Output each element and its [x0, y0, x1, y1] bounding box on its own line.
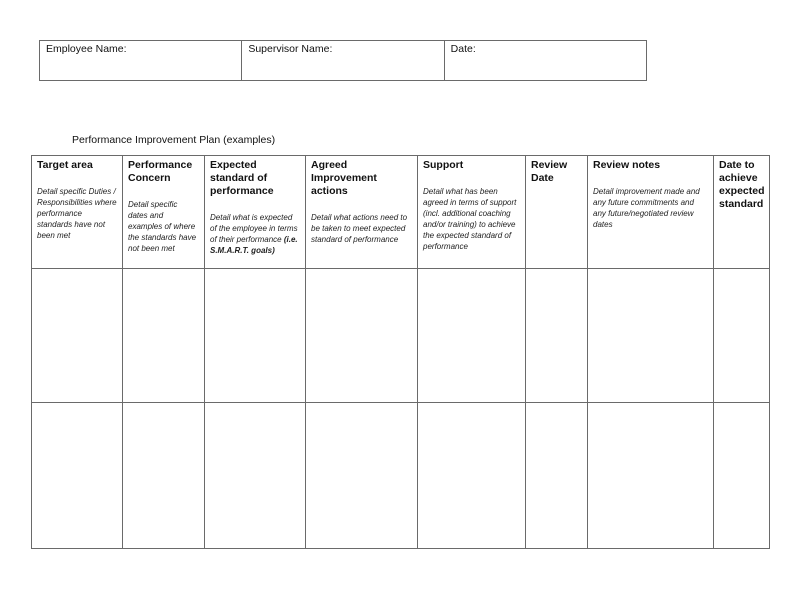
table-cell[interactable] [123, 269, 205, 403]
table-cell[interactable] [32, 269, 123, 403]
date-label: Date: [450, 43, 476, 55]
table-cell[interactable] [418, 269, 526, 403]
header-description: Detail what has been agreed in terms of support (incl. additional coaching and/or training) to achieve the expected standard of performance [423, 187, 517, 251]
employee-info-table [39, 40, 647, 81]
header-label: Expected standard of performance [210, 159, 274, 197]
column-header-expected-standard [205, 156, 306, 269]
supervisor-name-field[interactable] [242, 41, 444, 81]
table-row [32, 269, 770, 403]
column-header-agreed-improvement-actions [306, 156, 418, 269]
table-cell[interactable] [32, 403, 123, 549]
page-title: Performance Improvement Plan (examples) [72, 134, 276, 146]
table-cell[interactable] [306, 403, 418, 549]
header-label: Date to achieve expected standard [719, 159, 765, 210]
table-cell[interactable] [306, 269, 418, 403]
pip-table [31, 155, 770, 549]
header-label: Performance Concern [128, 159, 193, 184]
header-label: Review Date [531, 159, 568, 184]
column-header-target-area [32, 156, 123, 269]
column-header-support [418, 156, 526, 269]
header-description: Detail improvement made and any future commitments and any future/negotiated review dates [593, 187, 700, 229]
table-cell[interactable] [714, 269, 770, 403]
header-description: Detail specific Duties / Responsibilities where performance standards have not been met [37, 187, 117, 240]
date-field[interactable] [444, 41, 646, 81]
employee-name-field[interactable] [40, 41, 242, 81]
supervisor-name-label: Supervisor Name: [248, 43, 333, 55]
table-cell[interactable] [714, 403, 770, 549]
table-cell[interactable] [588, 269, 714, 403]
table-row [32, 403, 770, 549]
smart-goals-note: (i.e. S.M.A.R.T. goals) [210, 235, 298, 255]
column-header-performance-concern [123, 156, 205, 269]
header-label: Target area [37, 159, 93, 171]
table-cell[interactable] [526, 269, 588, 403]
header-label: Review notes [593, 159, 661, 171]
header-description: Detail specific dates and examples of where the standards have not been met [128, 200, 197, 253]
table-cell[interactable] [588, 403, 714, 549]
column-header-review-notes [588, 156, 714, 269]
header-label: Support [423, 159, 464, 171]
header-description: Detail what is expected of the employee in terms of their performance (i.e. S.M.A.R.T. goals) [210, 213, 298, 255]
table-cell[interactable] [526, 403, 588, 549]
table-cell[interactable] [123, 403, 205, 549]
table-cell[interactable] [205, 269, 306, 403]
header-row [32, 156, 770, 269]
employee-name-label: Employee Name: [46, 43, 127, 55]
column-header-review-date [526, 156, 588, 269]
table-cell[interactable] [418, 403, 526, 549]
table-cell[interactable] [205, 403, 306, 549]
column-header-date-to-achieve [714, 156, 770, 269]
header-label: Agreed Improvement actions [311, 159, 377, 197]
header-description: Detail what actions need to be taken to meet expected standard of performance [311, 213, 408, 244]
